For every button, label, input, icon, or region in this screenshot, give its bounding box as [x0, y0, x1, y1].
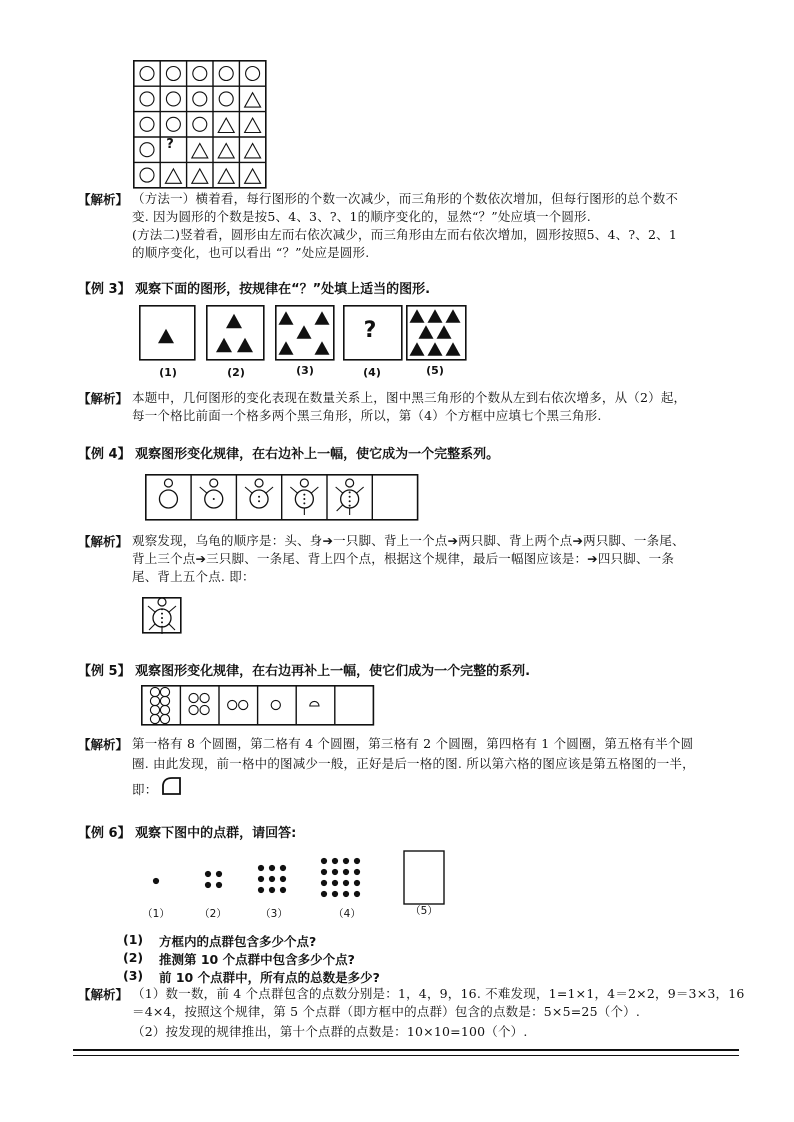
triangle-shape: [192, 169, 208, 183]
ex5-analysis-line3: 即：: [132, 782, 158, 797]
grid-question-mark: ?: [166, 137, 174, 152]
ex2-analysis-line3: (方法二)竖着看，圆形由左而右依次减少，而三角形由左而右依次增加，圆形按照5、4、?、2、1: [132, 227, 677, 242]
ex3-box4-question-mark: ?: [363, 318, 377, 343]
ex3-label-4: (4): [363, 366, 381, 379]
ex3-box: [207, 306, 264, 360]
triangle-shape: [192, 144, 208, 158]
ex6-label-3: （3）: [260, 908, 288, 920]
ex4-title: 【例 4】 观察图形变化规律，在右边补上一幅，使它成为一个完整系列。: [78, 447, 500, 462]
circle-shape: [140, 92, 154, 106]
ex2-analysis-tag: 【解析】: [78, 192, 129, 207]
turtle-body: [250, 490, 268, 508]
dot: [332, 869, 338, 875]
black-triangle: [315, 311, 330, 325]
dot: [343, 858, 349, 864]
ex5-analysis-line1: 第一格有 8 个圆圈，第二格有 4 个圆圈，第三格有 2 个圆圈，第四格有 1 个圆圈，第五格有半个圆: [132, 736, 694, 751]
ex4-answer-turtle: [142, 597, 184, 635]
ex5-analysis-line2: 圈. 由此发现，前一格中的图减少一般，正好是后一格的图. 所以第六格的图应该是第五格图的一半，: [132, 756, 695, 771]
circle-shape: [150, 687, 159, 696]
ex4-turtle-sequence: [145, 474, 418, 524]
dot: [321, 858, 327, 864]
turtle-dot: [161, 617, 163, 619]
black-triangle: [279, 311, 294, 325]
ex6-q1: 方框内的点群包含多少个点?: [159, 934, 317, 949]
circle-shape: [193, 92, 207, 106]
ex5-circle-halving-boxes: [141, 685, 374, 727]
triangle-shape: [165, 169, 181, 183]
ex3-label-2: (2): [227, 366, 245, 379]
turtle-dot: [303, 494, 305, 496]
circle-shape: [150, 705, 159, 714]
circle-shape: [193, 117, 207, 131]
circle-shape: [160, 705, 169, 714]
ex6-q2: 推测第 10 个点群中包含多少个点?: [159, 952, 355, 967]
circle-shape: [160, 696, 169, 705]
ex6-q3: 前 10 个点群中，所有点的总数是多少?: [159, 970, 380, 985]
black-triangle: [419, 325, 434, 339]
dot: [321, 869, 327, 875]
dot: [205, 882, 211, 888]
black-triangle: [315, 341, 330, 355]
circle-shape: [239, 700, 248, 709]
turtle-leg: [200, 487, 207, 493]
turtle-head: [210, 479, 218, 487]
dot: [280, 876, 286, 882]
ex2-analysis-line2: 变. 因为圆形的个数是按5、4、3、?、1的顺序变化的，显然“？”处应填一个圆形.: [132, 209, 591, 224]
dot: [354, 891, 360, 897]
dot: [216, 882, 222, 888]
turtle-head: [346, 479, 354, 487]
ex3-analysis-line1: 本题中，几何图形的变化表现在数量关系上，图中黑三角形的个数从左到右依次增多，从（2）起，: [132, 390, 687, 405]
turtle-head: [158, 598, 166, 606]
ex6-analysis-line3: （2）按发现的规律推出，第十个点群的点数是：10×10=100（个）.: [132, 1024, 528, 1039]
triangle-shape: [245, 93, 261, 107]
turtle-body: [159, 490, 177, 508]
circle-shape: [160, 714, 169, 723]
dot: [332, 880, 338, 886]
ex3-analysis-tag: 【解析】: [78, 391, 129, 406]
turtle-head: [164, 479, 172, 487]
footer-rule: [73, 1049, 739, 1056]
turtle-dot: [258, 500, 260, 502]
ex6-title: 【例 6】 观察下图中的点群，请回答:: [78, 826, 297, 841]
dot: [258, 876, 264, 882]
turtle-dot: [161, 613, 163, 615]
dot: [269, 876, 275, 882]
ex6-label-2: （2）: [199, 908, 227, 920]
turtle-leg: [311, 487, 318, 493]
ex6-analysis-line2: ＝4×4，按照这个规律，第 5 个点群（即方框中的点群）包含的点数是：5×5=25（个）.: [132, 1004, 641, 1019]
ex2-analysis-line1: （方法一）横着看，每行图形的个数一次减少，而三角形的个数依次增加，但每行图形的总个数不: [132, 191, 679, 206]
ex5-analysis-tag: 【解析】: [78, 737, 129, 752]
dot: [321, 880, 327, 886]
black-triangle: [410, 342, 425, 356]
ex6-label-4: （4）: [333, 908, 361, 920]
turtle-leg: [169, 624, 175, 630]
ex4-analysis-line1: 观察发现，乌龟的顺序是：头、身➔一只脚、背上一个点➔两只脚、背上两个点➔两只脚、一条尾、: [132, 533, 685, 548]
ex3-label-3: (3): [296, 364, 314, 377]
black-triangle: [158, 329, 174, 343]
turtle-dot: [303, 502, 305, 504]
circle-shape: [200, 705, 209, 714]
turtle-dot: [349, 500, 351, 502]
turtle-dot: [161, 608, 163, 610]
circle-shape: [271, 700, 280, 709]
black-triangle: [226, 314, 242, 328]
black-triangle: [446, 342, 461, 356]
circle-triangle-grid: [133, 60, 266, 188]
ex3-triangle-boxes: [139, 305, 469, 363]
circle-shape: [140, 168, 154, 182]
turtle-head: [300, 479, 308, 487]
ex3-label-1: (1): [159, 366, 177, 379]
dot: [258, 887, 264, 893]
dot: [216, 871, 222, 877]
turtle-leg: [149, 624, 155, 630]
ex6-q3-number: (3): [123, 968, 144, 983]
ex6-analysis-line1: （1）数一数，前 4 个点群包含的点数分别是：1，4，9，16. 不难发现，1=1×1，4＝2×2，9＝3×3，16: [132, 986, 745, 1001]
turtle-head: [255, 479, 263, 487]
turtle-leg: [169, 606, 176, 612]
black-triangle: [237, 338, 253, 352]
ex5-answer-quarter-circle: [161, 776, 183, 796]
dot: [280, 865, 286, 871]
ex6-empty-box: [404, 851, 444, 904]
turtle-leg: [357, 487, 364, 493]
ex6-label-1: （1）: [142, 908, 170, 920]
dot: [343, 891, 349, 897]
circle-shape: [166, 117, 180, 131]
circle-shape: [193, 67, 207, 81]
turtle-dot: [349, 496, 351, 498]
ex4-analysis-line2: 背上三个点➔三只脚、一条尾、背上四个点，根据这个规律，最后一幅图应该是：➔四只脚、一条: [132, 551, 675, 566]
ex3-title: 【例 3】 观察下面的图形，按规律在“？”处填上适当的图形.: [78, 282, 431, 297]
black-triangle: [428, 342, 443, 356]
ex4-analysis-tag: 【解析】: [78, 534, 129, 549]
turtle-leg: [290, 487, 297, 493]
dot: [153, 878, 159, 884]
turtle-leg: [336, 487, 343, 493]
circle-shape: [200, 693, 209, 702]
circle-shape: [140, 117, 154, 131]
dot: [321, 891, 327, 897]
circle-shape: [150, 714, 159, 723]
turtle-dot: [213, 498, 215, 500]
circle-shape: [166, 92, 180, 106]
dot: [343, 880, 349, 886]
triangle-shape: [218, 118, 234, 132]
half-circle-shape: [310, 701, 319, 706]
black-triangle: [410, 309, 425, 323]
circle-shape: [228, 700, 237, 709]
triangle-shape: [245, 118, 261, 132]
ex6-dot-clusters: [140, 848, 450, 908]
turtle-leg: [337, 505, 343, 511]
ex5-title: 【例 5】 观察图形变化规律，在右边再补上一幅，使它们成为一个完整的系列.: [78, 664, 531, 679]
turtle-dot: [349, 505, 351, 507]
ex2-analysis-line4: 的顺序变化，也可以看出 “？”处应是圆形.: [132, 245, 370, 260]
turtle-dot: [258, 496, 260, 498]
dot: [354, 880, 360, 886]
dot: [332, 858, 338, 864]
ex6-q2-number: (2): [123, 950, 144, 965]
black-triangle: [297, 325, 312, 339]
circle-shape: [246, 67, 260, 81]
ex6-q1-number: (1): [123, 932, 144, 947]
ex3-label-5: (5): [426, 364, 444, 377]
triangle-shape: [218, 144, 234, 158]
turtle-leg: [245, 487, 252, 493]
black-triangle: [446, 309, 461, 323]
turtle-leg: [148, 606, 155, 612]
circle-shape: [140, 143, 154, 157]
circle-shape: [219, 67, 233, 81]
black-triangle: [216, 338, 232, 352]
dot: [258, 865, 264, 871]
black-triangle: [279, 341, 294, 355]
circle-shape: [160, 687, 169, 696]
ex3-analysis-line2: 每一个格比前面一个格多两个黑三角形，所以，第（4）个方框中应填七个黑三角形.: [132, 408, 602, 423]
circle-shape: [219, 92, 233, 106]
circle-shape: [166, 67, 180, 81]
triangle-shape: [245, 144, 261, 158]
dot: [354, 858, 360, 864]
ex6-label-5: （5）: [410, 905, 438, 917]
dot: [332, 891, 338, 897]
dot: [205, 871, 211, 877]
black-triangle: [428, 309, 443, 323]
turtle-dot: [349, 491, 351, 493]
black-triangle: [437, 325, 452, 339]
circle-shape: [150, 696, 159, 705]
triangle-shape: [218, 169, 234, 183]
dot: [343, 869, 349, 875]
circle-shape: [189, 693, 198, 702]
dot: [280, 887, 286, 893]
triangle-shape: [245, 169, 261, 183]
turtle-leg: [266, 487, 273, 493]
ex4-analysis-line3: 尾、背上五个点. 即：: [132, 569, 255, 584]
circle-shape: [140, 67, 154, 81]
circle-shape: [189, 705, 198, 714]
turtle-dot: [303, 498, 305, 500]
dot: [269, 865, 275, 871]
dot: [269, 887, 275, 893]
turtle-dot: [161, 621, 163, 623]
ex6-analysis-tag: 【解析】: [78, 987, 129, 1002]
dot: [354, 869, 360, 875]
